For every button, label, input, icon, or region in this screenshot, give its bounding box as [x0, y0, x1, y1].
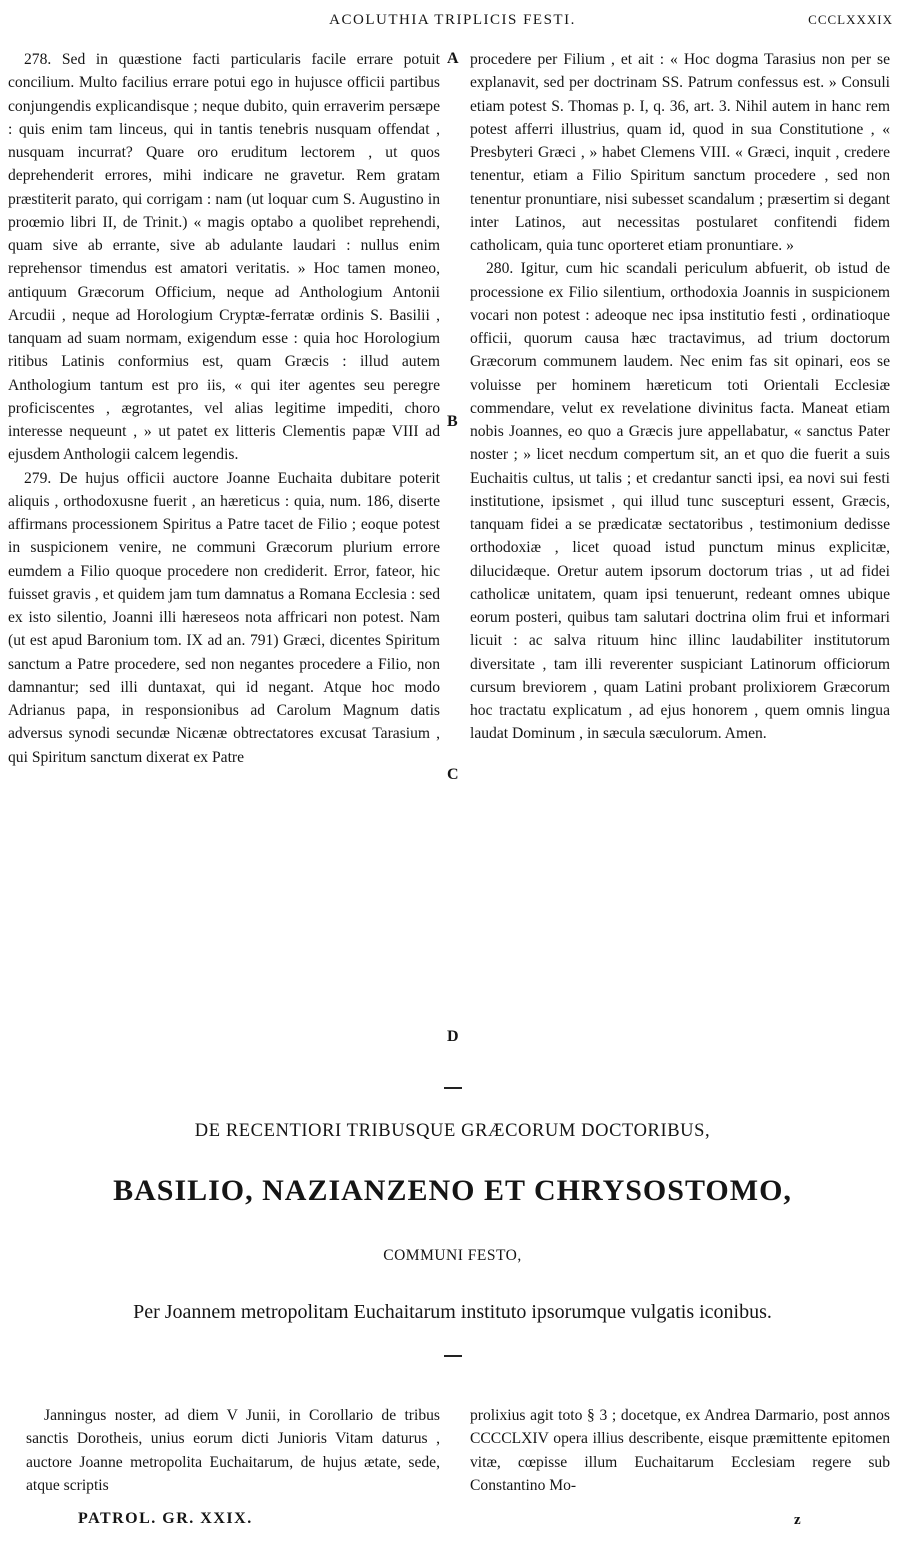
margin-marker-b: B	[447, 413, 458, 430]
paragraph-278-continued: procedere per Filium , et ait : « Hoc dogma Tarasius non per se explanavit, sed per doctrinam SS. Patrum confessus est. » Consuli etiam potest S. Thomas p. I, q. 36, art. 3. Nihil autem in hanc rem potest afferri illustrius, quam id, quod in sua Constitutione , « Presbyteri Græci , » habet Clemens VIII. « Græci, inquit , credere tenentur, etiam a Filio Spiritum sanctum procedere , sed non tenentur pronuntiare, nisi subesset scandalum ; præsertim si degant inter Latinos, aut necessitas postularet confitendi fidem catholicam, quia tunc oporteret etiam pronuntiare. »	[470, 51, 890, 254]
margin-marker-a: A	[447, 50, 459, 67]
signature-mark: z	[794, 1512, 801, 1528]
lower-right-column	[470, 1404, 890, 1497]
section-feast-line: COMMUNI FESTO,	[383, 1247, 522, 1264]
upper-right-column	[470, 48, 890, 746]
upper-left-column	[8, 48, 440, 769]
paragraph-280: 280. Igitur, cum hic scandali periculum abfuerit, ob istud de processione ex Filio silentium, orthodoxia Joannis in suspicionem vocari non potest : adeoque nec ipsa institutio festi , ordinatioque officii, quorum causa hæc tractavimus, ad trium doctorum Græcorum communem laudem. Nec enim fas sit opinari, eos se voluisse per hominem hæreticum toti Orientali Ecclesiæ commendare, velut ex revelatione divinitus facta. Maneat etiam nobis Joannes, eo quo a Græcis jure appellabatur, « sanctus Pater noster ; » licet necdum compertum sit, an et quo die fuerit a suis Euchaitis cultus, ut talis ; et credantur sancti ipsi, ea novi sui festi institutione, ipsismet , qui illud tunc suscepturi essent, Græcis, tanquam fidei a se prædicatæ sectatoribus , testimonium dedisse orthodoxiæ , licet quoad istud punctum minus explicitæ, dilucidæque. Oretur autem ipsorum doctorum trias , ut ad fidei catholicæ unitatem, quam ipsi tenuerunt, redeant omnes ubique eorum posteri, quibus tam salutari doctrina olim frui et informari licuit : ac salva rituum hinc illinc laudabiliter institutorum diversitate , tam illi reverenter suspiciant Latinorum officiorum cursum breviorem , quam Latini probant prolixiorem Græcorum hoc tractatu explicatum , ad ejus honorem , quem omnis lingua laudat Dominum , in sæcula sæculorum. Amen.	[470, 260, 890, 743]
section-subtitle: DE RECENTIORI TRIBUSQUE GRÆCORUM DOCTORIBUS,	[194, 1121, 711, 1141]
prolixius-paragraph: prolixius agit toto § 3 ; docetque, ex Andrea Darmario, post annos CCCCLXIV opera illius describente, eisque præmittente epitomen vitæ, cœpisse illum Euchaitarum Ecclesiam regere sub Constantino Mo-	[470, 1407, 890, 1494]
patrologia-footer: PATROL. GR. XXIX.	[78, 1510, 253, 1527]
section-divider-top	[444, 1087, 462, 1089]
paragraph-279: 279. De hujus officii auctore Joanne Euchaita dubitare poterit aliquis , orthodoxusne fuerit , an hæreticus : quia, num. 186, diserte affirmans processionem Spiritus a Patre tacet de Filio ; eoque potest in suspicionem venire, ne communi Græcorum plurium errore eumdem a Filio quoque procedere non crediderit. Error, fateor, hic fuisset gravis , et quidem jam tum damnatus a Romana Ecclesia : sed ex isto silentio, Joanni illi hæreseos nota affricari non potest. Nam (ut est apud Baronium tom. IX ad an. 791) Græci, dicentes Spiritum sanctum a Patre procedere, sed non negantes procedere a Filio, non damnantur; sed illi duntaxat, qui id negant. Atque hoc modo Adrianus papa, in responsionibus ad Carolum Magnum datis adversus synodi secundæ Nicænæ obtrectatores excusat Tarasium , qui Spiritum sanctum dixerat ex Patre	[8, 469, 440, 766]
running-title: ACOLUTHIA TRIPLICIS FESTI.	[329, 12, 576, 28]
running-head	[0, 12, 905, 34]
margin-marker-d: D	[447, 1028, 459, 1045]
section-author-line: Per Joannem metropolitam Euchaitarum instituto ipsorumque vulgatis iconibus.	[133, 1301, 772, 1323]
section-divider-bottom	[444, 1355, 462, 1357]
section-title: BASILIO, NAZIANZENO ET CHRYSOSTOMO,	[113, 1174, 792, 1207]
lower-left-column	[26, 1404, 440, 1497]
paragraph-278: 278. Sed in quæstione facti particularis facile errare potuit concilium. Multo facilius errare potui ego in hujusce officii partibus conjungendis explicandisque ; neque dubito, quin erraverim persæpe : quis enim tam linceus, qui in tantis tenebris nusquam offendat , nusquam incurrat? Quare oro eruditum lectorem , ut quos deprehenderit errores, mihi indicare ne gravetur. Rem gratam præstiterit parato, qui corrigam : nam (ut loquar cum S. Augustino in proœmio libri II, de Trinit.) « magis optabo a quolibet reprehendi, quam sive ab errante, sive ab adulante laudari : nullus enim reprehensor timendus est amatori veritatis. » Hoc tamen moneo, antiquum Græcorum Officium, neque ad Anthologium Antonii Arcudii , neque ad Horologium Cryptæ-ferratæ ordinis S. Basilii , tanquam ad suam normam, exigendum esse : quia hoc Horologium ritibus Latinis conformius est, quam Græcis : illud autem Anthologium tantum est pro iis, « qui iter agentes seu peregre proficiscentes , ægrotantes, vel alias legitime impediti, choro interesse nequeunt , » ut patet ex litteris Clementis papæ VIII ad ejusdem Anthologii calcem legendis.	[8, 51, 440, 464]
folio-number: CCCLXXXIX	[808, 12, 893, 27]
margin-marker-c: C	[447, 766, 459, 783]
janningus-paragraph: Janningus noster, ad diem V Junii, in Corollario de tribus sanctis Dorotheis, unius eorum dicti Junioris Vitam daturus , auctore Joanne metropolita Euchaitarum, de hujus ætate, sede, atque scriptis	[26, 1407, 440, 1494]
